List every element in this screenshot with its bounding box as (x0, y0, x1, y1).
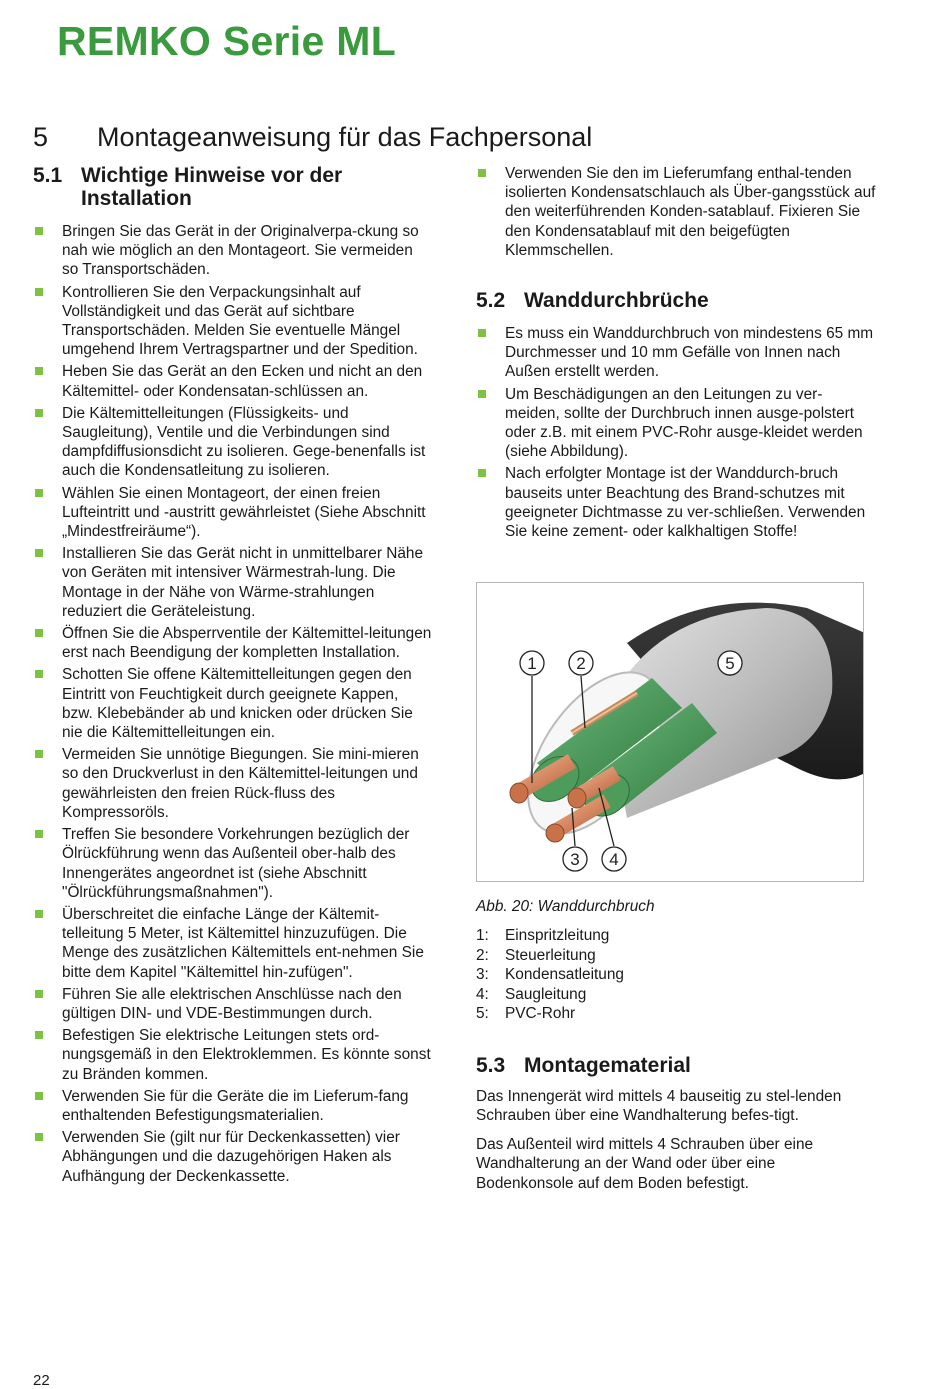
legend-row: 2: Steuerleitung (476, 946, 596, 964)
list-item: Verwenden Sie (gilt nur für Deckenkassetten) vier Abhängungen und die dazugehörigen Haken als Aufhängung der Deckenkassette. (33, 1128, 433, 1186)
section-heading (33, 164, 433, 210)
list-item: Befestigen Sie elektrische Leitungen stets ord-nungsgemäß in den Elektroklemmen. Es könnte sonst zu Bränden kommen. (33, 1026, 433, 1084)
list-item: Nach erfolgter Montage ist der Wanddurch-bruch bauseits unter Beachtung des Brand-schutzes mit geeigneter Dichtmasse zu ver-schließen. Verwenden Sie keine zement- oder kalkhaltigen Stoffe! (476, 464, 876, 541)
list-item: Treffen Sie besondere Vorkehrungen bezüglich der Ölrückführung wenn das Außenteil ober-halb des Innengerätes angeordnet ist (siehe Abschnitt "Ölrückführungsmaßnahmen"). (33, 825, 433, 902)
right-column (476, 164, 876, 1203)
figure-legend (476, 926, 876, 1024)
paragraph: Das Außenteil wird mittels 4 Schrauben über eine Wandhalterung an der Wand oder über eine Bodenkonsole auf dem Boden befestigt. (476, 1136, 814, 1192)
bullet-list (33, 222, 433, 1186)
section-number: 5.3 (476, 1053, 506, 1077)
list-item: Führen Sie alle elektrischen Anschlüsse nach den gültigen DIN- und VDE-Bestimmungen durch. (33, 985, 433, 1023)
list-item: Installieren Sie das Gerät nicht in unmittelbarer Nähe von Geräten mit intensiver Wärmestrah-lung. Die Montage in der Nähe von Wärme-strahlungen reduziert die Geräteleistung. (33, 544, 433, 621)
brand-title: REMKO Serie ML (57, 18, 397, 64)
list-item: Es muss ein Wanddurchbruch von mindestens 65 mm Durchmesser und 10 mm Gefälle von Innen nach Außen erstellt werden. (476, 324, 876, 382)
list-item: Vermeiden Sie unnötige Biegungen. Sie mini-mieren so den Druckverlust in den Kältemittel-leitungen und gewährleisten den freien Rück-fluss des Kompressoröls. (33, 745, 433, 822)
bullet-list (476, 164, 876, 260)
wall-opening-figure (476, 582, 864, 882)
paragraph: Das Innengerät wird mittels 4 bauseitig zu stel-lenden Schrauben über eine Wandhalterung befes-tigt. (476, 1087, 842, 1124)
chapter-heading (33, 122, 592, 153)
list-item: Kontrollieren Sie den Verpackungsinhalt auf Vollständigkeit und das Gerät auf sichtbare Transportschäden. Melden Sie eventuelle Mängel umgehend Ihrem Vertragspartner und der Spedition. (33, 283, 433, 360)
list-item: Wählen Sie einen Montageort, der einen freien Lufteintritt und -austritt gewährleistet (Siehe Abschnitt „Mindestfreiräume“). (33, 484, 433, 542)
left-column (33, 164, 433, 1189)
section-number: 5.1 (33, 164, 63, 187)
section-heading (476, 1054, 876, 1077)
list-item: Die Kältemittelleitungen (Flüssigkeits- und Saugleitung), Ventile und die Verbindungen sind dampfdiffusionsdicht zu isolieren. Gege-benenfalls ist auch die Kondensatleitung zu isolieren. (33, 404, 433, 481)
list-item: Schotten Sie offene Kältemittelleitungen gegen den Eintritt von Feuchtigkeit durch geeignete Kappen, bzw. Klebebänder ab und knicken oder drücken Sie nie die Kältemittelleitungen ein. (33, 665, 433, 742)
list-item: Verwenden Sie den im Lieferumfang enthal-tenden isolierten Kondensatschlauch als Über-gangsstück auf den weiterführenden Konden-satablauf. Fixieren Sie den Kondensatablauf mit den beigefügten Klemmschellen. (476, 164, 876, 260)
section-title: Wanddurchbrüche (524, 289, 709, 313)
legend-row: 4: Saugleitung (476, 985, 587, 1003)
callout-4: 4 (609, 850, 619, 870)
section-title: Montagematerial (524, 1053, 691, 1077)
bullet-list (476, 324, 876, 541)
section-heading (476, 289, 876, 312)
list-item: Heben Sie das Gerät an den Ecken und nicht an den Kältemittel- oder Kondensatan-schlüssen an. (33, 362, 433, 400)
list-item: Bringen Sie das Gerät in der Originalverpa-ckung so nah wie möglich an den Montageort. Sie vermeiden so Transportschäden. (33, 222, 433, 280)
list-item: Öffnen Sie die Absperrventile der Kältemittel-leitungen erst nach Beendigung der kompletten Installation. (33, 624, 433, 662)
chapter-number: 5 (33, 122, 49, 152)
legend-row: 5: PVC-Rohr (476, 1005, 576, 1023)
list-item: Um Beschädigungen an den Leitungen zu ver-meiden, sollte der Durchbruch innen ausge-polstert oder z.B. mit einem PVC-Rohr ausge-kleidet werden (siehe Abbildung). (476, 385, 876, 462)
callout-5: 5 (725, 654, 735, 674)
page-number: 22 (33, 1372, 50, 1389)
callout-3: 3 (570, 850, 580, 870)
callout-2: 2 (576, 654, 586, 674)
callout-1: 1 (527, 654, 537, 674)
pipe-illustration (477, 583, 864, 882)
chapter-title: Montageanweisung für das Fachpersonal (97, 122, 593, 152)
list-item: Verwenden Sie für die Geräte die im Lieferum-fang enthaltenden Befestigungsmaterialien. (33, 1087, 433, 1125)
section-title: Wichtige Hinweise vor der Installation (81, 164, 343, 210)
legend-row: 1: Einspritzleitung (476, 927, 610, 945)
legend-row: 3: Kondensatleitung (476, 966, 624, 984)
list-item: Überschreitet die einfache Länge der Kältemit-telleitung 5 Meter, ist Kältemittel hinzuzufügen. Die Menge des zusätzlichen Kältemittels ent-nehmen Sie bitte dem Kapitel "Kältemittel hin-zufügen". (33, 905, 433, 982)
figure-caption: Abb. 20: Wanddurchbruch (476, 898, 655, 916)
section-number: 5.2 (476, 289, 506, 313)
